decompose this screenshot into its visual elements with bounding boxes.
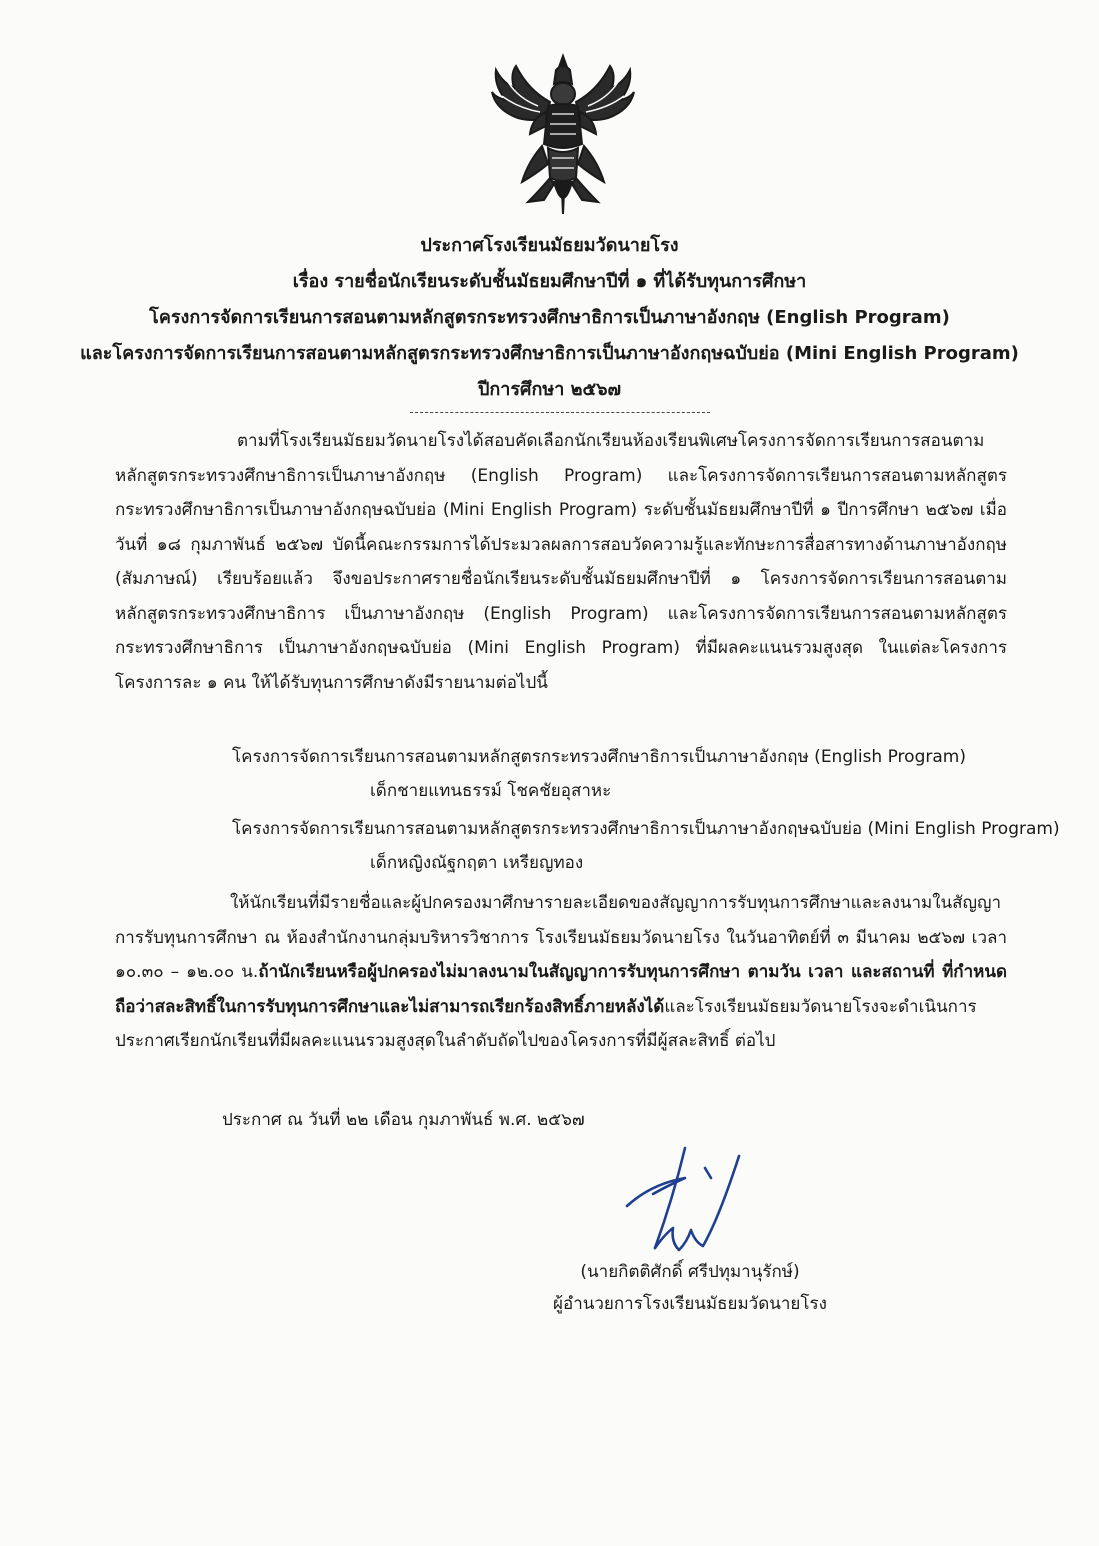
signer-name: (นายกิตติศักดิ์ ศรีปทุมานุรักษ์) bbox=[580, 1262, 800, 1282]
header-line-3: โครงการจัดการเรียนการสอนตามหลักสูตรกระทรวงศึกษาธิการเป็นภาษาอังกฤษ (English Program) bbox=[149, 307, 950, 328]
announcement-header bbox=[40, 228, 1059, 408]
student-2-name: เด็กหญิงณัฐกฤตา เหรียญทอง bbox=[370, 853, 584, 873]
paragraph-2-bold: ถ้านักเรียนหรือผู้ปกครองไม่มาลงนามในสัญญาการรับทุนการศึกษา ตามวัน เวลา และสถานที่ ที่กำหนดถือว่าสละสิทธิ์ในการรับทุนการศึกษาและไม่สามารถเรียกร้องสิทธิ์ภายหลังได้ bbox=[115, 962, 1007, 1017]
body-paragraph-2 bbox=[115, 886, 1007, 1059]
signer-title: ผู้อำนวยการโรงเรียนมัธยมวัดนายโรง bbox=[553, 1294, 827, 1314]
header-line-4: และโครงการจัดการเรียนการสอนตามหลักสูตรกระทรวงศึกษาธิการเป็นภาษาอังกฤษฉบับย่อ (Mini English Program) bbox=[80, 343, 1019, 364]
header-divider bbox=[410, 412, 710, 413]
garuda-emblem-icon bbox=[488, 52, 638, 217]
header-line-2: เรื่อง รายชื่อนักเรียนระดับชั้นมัธยมศึกษาปีที่ ๑ ที่ได้รับทุนการศึกษา bbox=[292, 271, 807, 292]
header-line-5: ปีการศึกษา ๒๕๖๗ bbox=[477, 379, 622, 400]
header-line-1: ประกาศโรงเรียนมัธยมวัดนายโรง bbox=[420, 235, 679, 256]
body-paragraph-1: ตามที่โรงเรียนมัธยมวัดนายโรงได้สอบคัดเลือกนักเรียนห้องเรียนพิเศษโครงการจัดการเรียนการสอนตามหลักสูตรกระทรวงศึกษาธิการเป็นภาษาอังกฤษ (English Program) และโครงการจัดการเรียนการสอนตามหลักสูตรกระทรวงศึกษาธิการเป็นภาษาอังกฤษฉบับย่อ (Mini English Program) ระดับชั้นมัธยมศึกษาปีที่ ๑ ปีการศึกษา ๒๕๖๗ เมื่อวันที่ ๑๘ กุมภาพันธ์ ๒๕๖๗ บัดนี้คณะกรรมการได้ประมวลผลการสอบวัดความรู้และทักษะการสื่อสารทางด้านภาษาอังกฤษ (สัมภาษณ์) เรียบร้อยแล้ว จึงขอประกาศรายชื่อนักเรียนระดับชั้นมัธยมศึกษาปีที่ ๑ โครงการจัดการเรียนการสอนตามหลักสูตรกระทรวงศึกษาธิการ เป็นภาษาอังกฤษ (English Program) และโครงการจัดการเรียนการสอนตามหลักสูตรกระทรวงศึกษาธิการ เป็นภาษาอังกฤษฉบับย่อ (Mini English Program) ที่มีผลคะแนนรวมสูงสุด ในแต่ละโครงการ โครงการละ ๑ คน ให้ได้รับทุนการศึกษาดังมีรายนามต่อไปนี้ bbox=[115, 431, 1007, 693]
program-2-title: โครงการจัดการเรียนการสอนตามหลักสูตรกระทรวงศึกษาธิการเป็นภาษาอังกฤษฉบับย่อ (Mini English Program) bbox=[232, 819, 1060, 839]
paragraph-2-normal: ให้นักเรียนที่มีรายชื่อและผู้ปกครองมาศึกษารายละเอียดของสัญญาการรับทุนการศึกษาและลงนามในสัญญาการรับทุนการศึกษา ณ ห้องสำนักงานกลุ่มบริหารวิชาการ โรงเรียนมัธยมวัดนายโรง ในวันอาทิตย์ที่ ๓ มีนาคม ๒๕๖๗ เวลา ๑๐.๓๐ – ๑๒.๐๐ น. bbox=[115, 893, 1007, 982]
student-1-name: เด็กชายแทนธรรม์ โชคชัยอุสาหะ bbox=[370, 781, 612, 801]
paragraph-2-end: และโรงเรียนมัธยมวัดนายโรงจะดำเนินการประกาศเรียกนักเรียนที่มีผลคะแนนรวมสูงสุดในลำดับถัดไปของโครงการที่มีผู้สละสิทธิ์ ต่อไป bbox=[115, 996, 977, 1051]
signature-icon bbox=[615, 1138, 765, 1258]
program-1-title: โครงการจัดการเรียนการสอนตามหลักสูตรกระทรวงศึกษาธิการเป็นภาษาอังกฤษ (English Program) bbox=[232, 747, 966, 767]
announcement-date: ประกาศ ณ วันที่ ๒๒ เดือน กุมภาพันธ์ พ.ศ. ๒๕๖๗ bbox=[222, 1110, 585, 1130]
